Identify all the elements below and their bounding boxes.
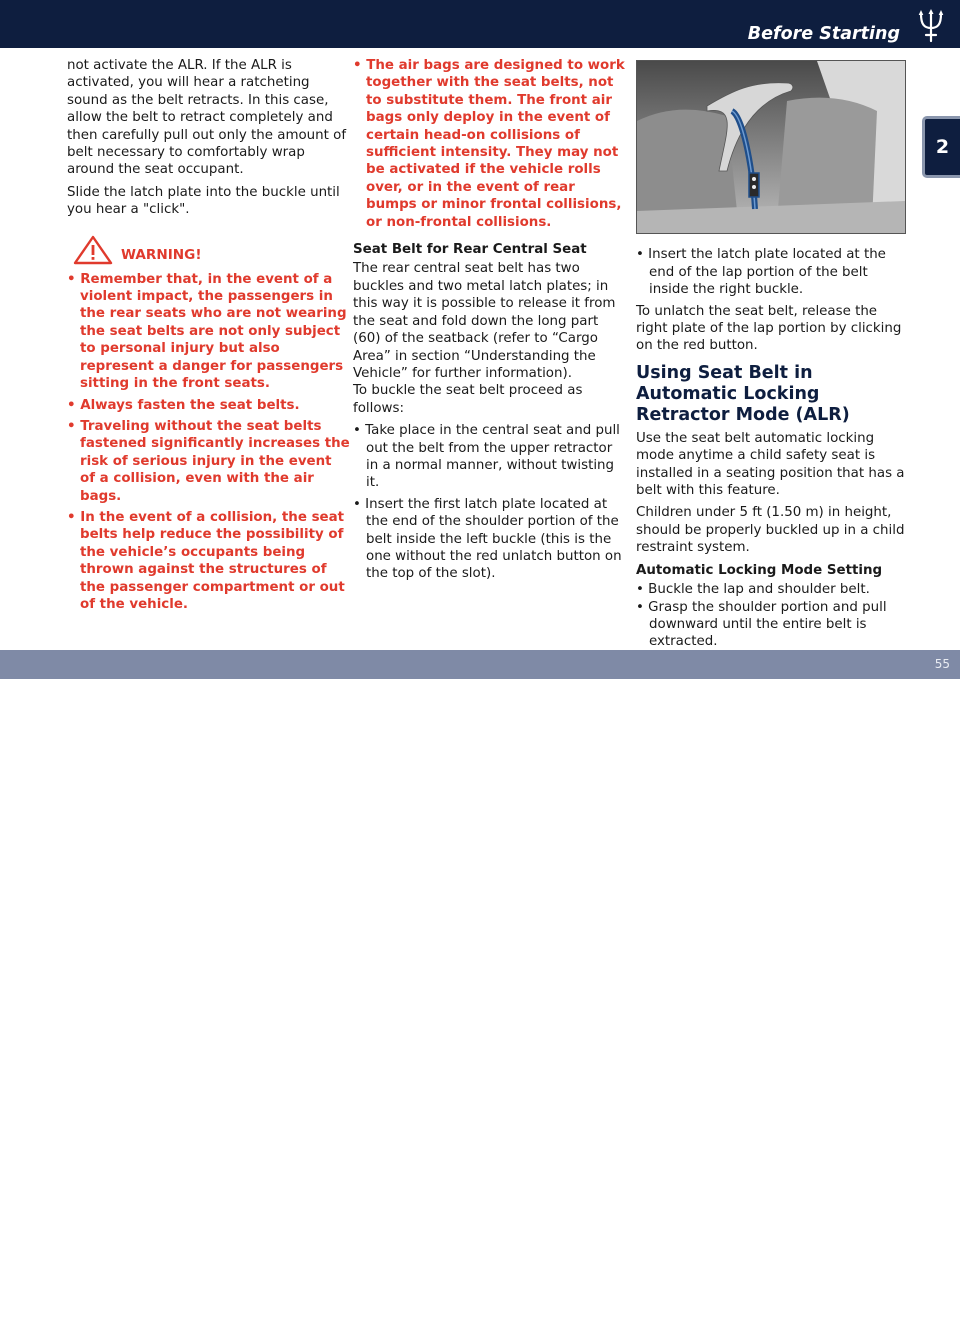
intro-paragraph: not activate the ALR. If the ALR is activated, you will hear a ratcheting sound as the belt retracts. In this case, allow the belt to retract completely and then carefully pull out only the amount of belt necessary to comfortably wrap around the seat occupant. bbox=[67, 58, 347, 178]
watermark: carmanualsonline.info bbox=[380, 1301, 662, 1329]
alr-setting-subheading: Automatic Locking Mode Setting bbox=[636, 562, 883, 578]
step-bullet: • Insert the first latch plate located at the end of the shoulder portion of the belt inside the left buckle (this is the one without the red unlatch button on the top of the slot). bbox=[353, 496, 622, 582]
maserati-trident-icon bbox=[916, 8, 946, 44]
alr-use-paragraph: Use the seat belt automatic locking mode anytime a child safety seat is installed in a seating position that has a belt with this feature. bbox=[636, 430, 905, 499]
rear-seat-belt-photo bbox=[636, 60, 906, 234]
warning-item: • Always fasten the seat belts. bbox=[67, 397, 300, 413]
column-left bbox=[67, 57, 350, 617]
column-middle bbox=[353, 57, 625, 587]
warning-header bbox=[67, 235, 350, 265]
alr-heading: Using Seat Belt in Automatic Locking Retractor Mode (ALR) bbox=[636, 362, 850, 425]
page-header bbox=[0, 0, 960, 48]
warning-item: • Remember that, in the event of a violent impact, the passengers in the rear seats who are not wearing the seat belts are not only subject to personal injury but also represent a danger for passengers sitting in the front seats. bbox=[67, 271, 347, 392]
children-paragraph: Children under 5 ft (1.50 m) in height, should be properly buckled up in a child restraint system. bbox=[636, 505, 905, 556]
page-footer bbox=[0, 650, 960, 1329]
rear-central-paragraph: The rear central seat belt has two buckles and two metal latch plates; in this way it is possible to release it from the seat and fold down the long part (60) of the seatback (refer to “Cargo Area” in section “Understanding the Vehicle” for further information). bbox=[353, 261, 616, 381]
warning-item: • Traveling without the seat belts fastened significantly increases the risk of serious injury in the event of a collision, even with the air bags. bbox=[67, 418, 350, 504]
unlatch-paragraph: To unlatch the seat belt, release the right plate of the lap portion by clicking on the red button. bbox=[636, 303, 902, 354]
page-number: 55 bbox=[934, 657, 950, 671]
warning-item: • The air bags are designed to work together with the seat belts, not to substitute them. The front air bags only deploy in the event of certain head-on collisions of sufficient intensity. They may not be activated if the vehicle rolls over, or in the event of rear bumps or minor frontal collisions, or non-frontal collisions. bbox=[353, 58, 625, 230]
step-bullet: • Grasp the shoulder portion and pull downward until the entire belt is extracted. bbox=[636, 599, 887, 650]
warning-item: • In the event of a collision, the seat belts help reduce the possibility of the vehicle’s occupants being thrown against the structures of the passenger compartment or out of the vehicle. bbox=[67, 509, 345, 612]
chapter-tab[interactable]: 2 bbox=[922, 116, 960, 178]
buckle-steps-intro: To buckle the seat belt proceed as follows: bbox=[353, 383, 583, 416]
subheading-rear-central: Seat Belt for Rear Central Seat bbox=[353, 242, 587, 258]
warning-title: WARNING! bbox=[121, 247, 202, 264]
step-bullet: • Insert the latch plate located at the end of the lap portion of the belt inside the right buckle. bbox=[636, 247, 886, 298]
column-right bbox=[636, 57, 906, 655]
step-bullet: • Buckle the lap and shoulder belt. bbox=[636, 582, 870, 598]
section-title: Before Starting bbox=[747, 24, 900, 44]
buckle-paragraph: Slide the latch plate into the buckle until you hear a "click". bbox=[67, 184, 340, 218]
warning-triangle-icon bbox=[73, 235, 113, 265]
step-bullet: • Take place in the central seat and pull out the belt from the upper retractor in a normal manner, without twisting it. bbox=[353, 423, 620, 491]
